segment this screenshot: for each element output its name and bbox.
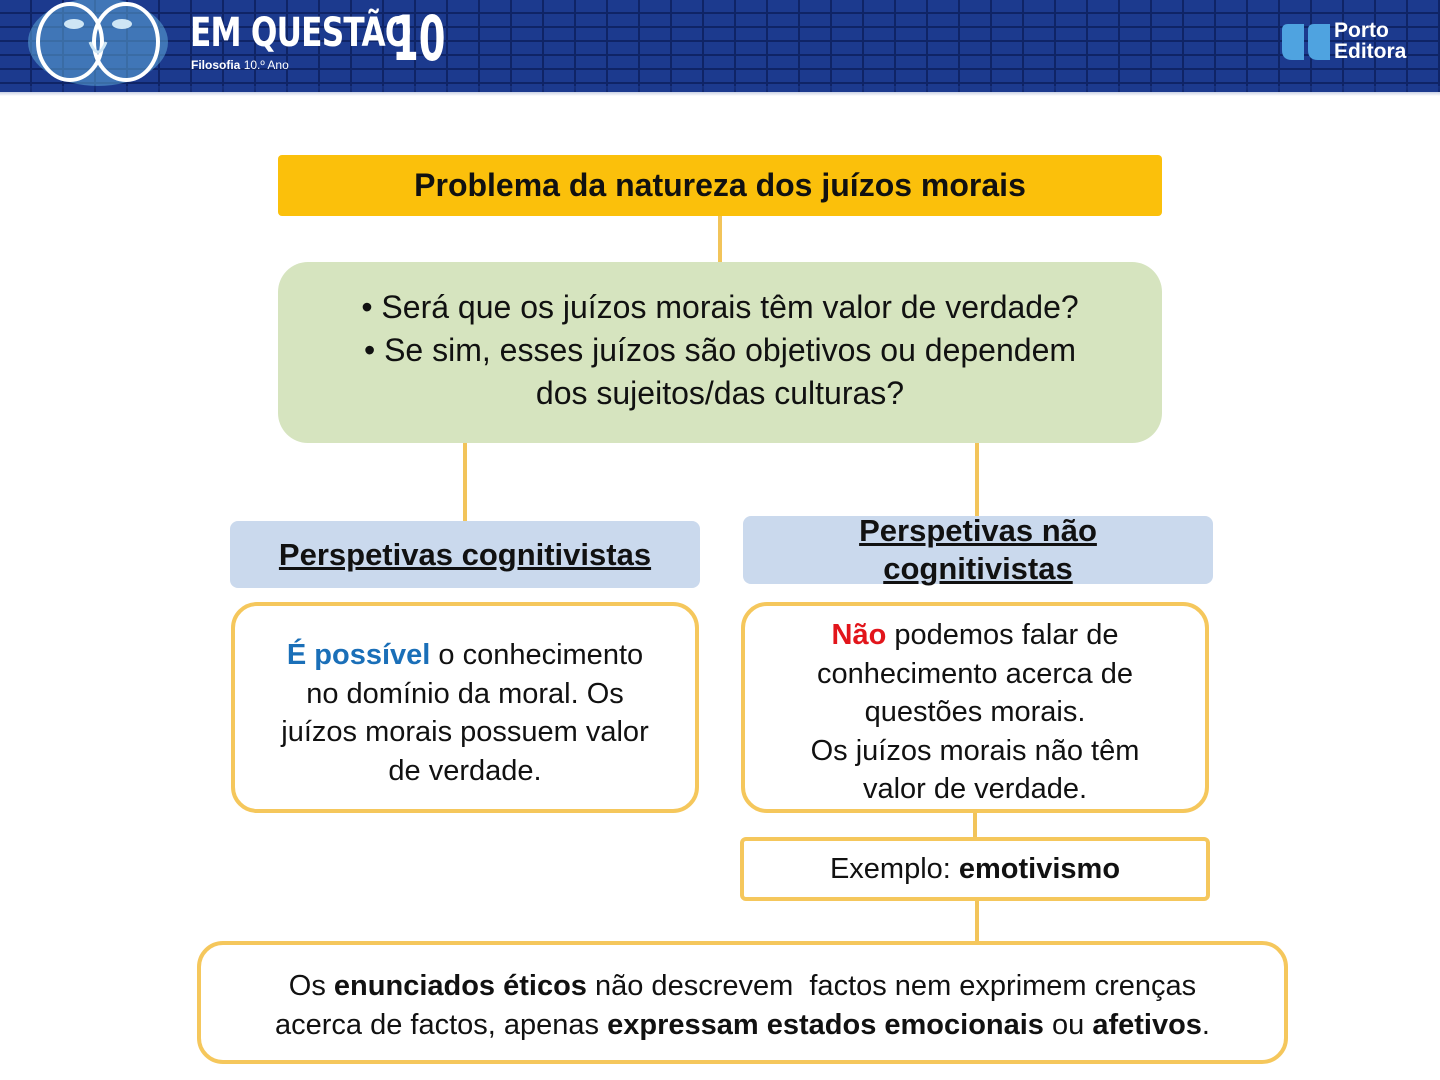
conclusion-seg: ou — [1043, 1009, 1093, 1041]
connector-question-left — [463, 443, 467, 521]
non-cognitivist-description — [741, 602, 1209, 813]
publisher-name-line2: Editora — [1334, 40, 1407, 63]
grade-label: 10.º Ano — [243, 58, 289, 72]
question-line-3: dos sujeitos/das culturas? — [535, 375, 905, 411]
conclusion-seg: acerca de factos, apenas — [275, 1009, 608, 1041]
connector-question-right — [975, 443, 979, 516]
connector-title-question — [718, 216, 722, 262]
cognitivist-line-2: no domínio da moral. Os — [306, 677, 624, 710]
connector-right-example — [973, 813, 977, 837]
header-banner — [0, 0, 1440, 92]
non-cognitivist-line-5: valor de verdade. — [862, 773, 1088, 805]
cognitivist-description — [231, 602, 699, 813]
cognitivist-heading — [230, 521, 700, 588]
cognitivist-line-1-rest: o conhecimento — [430, 639, 644, 671]
subject-label: Filosofia — [191, 58, 241, 72]
non-cognitivist-line-1 — [745, 616, 1205, 655]
conclusion-seg-bold: afetivos — [1092, 1009, 1202, 1041]
non-cognitivist-line-3: questões morais. — [864, 696, 1086, 728]
diagram-title: Problema da natureza dos juízos morais — [278, 155, 1162, 216]
non-cognitivist-line-2: conhecimento acerca de — [817, 657, 1133, 690]
cognitivist-line-4: de verdade. — [388, 754, 542, 787]
non-cognitivist-heading-line1: Perspetivas não — [859, 513, 1097, 548]
publisher-logo-icon — [1282, 24, 1330, 60]
connector-example-conclusion — [975, 901, 979, 941]
banner-fade — [0, 86, 1440, 96]
conclusion-line-2 — [201, 1006, 1284, 1045]
conclusion-seg-bold: expressam estados emocionais — [607, 1009, 1044, 1041]
negation-highlight: Não — [831, 619, 887, 651]
emotivism-conclusion — [197, 941, 1288, 1064]
non-cognitivist-heading — [743, 513, 1213, 586]
questions-box — [278, 262, 1162, 443]
series-face-logo-icon — [18, 0, 178, 92]
example-label: Exemplo: — [829, 853, 959, 885]
conclusion-seg: . — [1201, 1009, 1210, 1041]
conclusion-line-1 — [201, 967, 1284, 1006]
series-number: 10 — [392, 2, 446, 75]
non-cognitivist-line-4: Os juízos morais não têm — [810, 734, 1140, 767]
question-line-2: • Se sim, esses juízos são objetivos ou dependem — [363, 332, 1077, 368]
possible-highlight: É possível — [286, 639, 431, 671]
cognitivist-line-1 — [235, 636, 695, 675]
publisher-name-line1: Porto — [1334, 19, 1389, 42]
cognitivist-heading-text: Perspetivas cognitivistas — [278, 536, 652, 572]
series-subtitle — [191, 58, 289, 72]
conclusion-seg: não descrevem factos nem exprimem crenças — [586, 970, 1197, 1002]
cognitivist-line-3: juízos morais possuem valor — [281, 716, 649, 748]
publisher-name — [1334, 20, 1406, 62]
example-value: emotivismo — [958, 853, 1121, 885]
series-title: EM QUESTÃO — [190, 10, 411, 56]
conclusion-seg: Os — [288, 970, 334, 1002]
non-cognitivist-heading-text — [859, 512, 1097, 588]
non-cognitivist-heading-line2: cognitivistas — [883, 551, 1073, 586]
conclusion-seg-bold: enunciados éticos — [333, 970, 587, 1002]
example-box — [740, 837, 1210, 901]
non-cognitivist-line-1-rest: podemos falar de — [886, 619, 1119, 651]
question-line-1: • Será que os juízos morais têm valor de verdade? — [361, 289, 1079, 325]
